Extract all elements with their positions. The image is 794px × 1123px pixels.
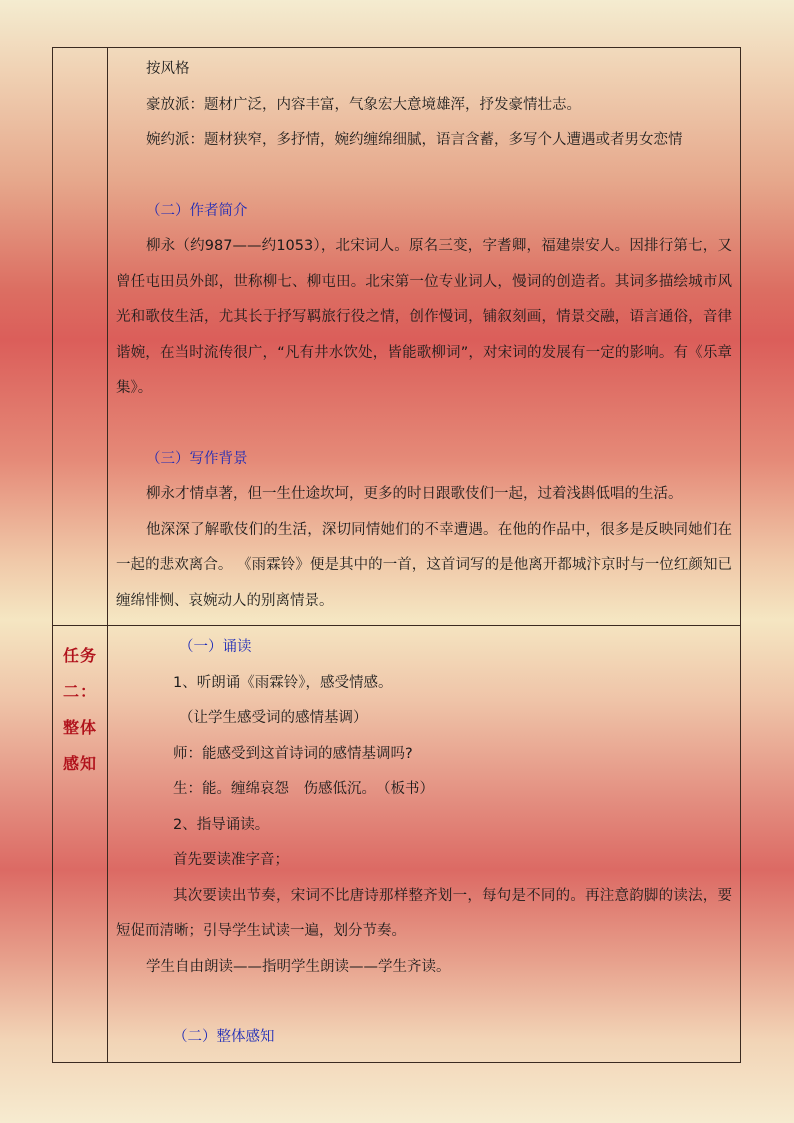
overall-heading: （二）整体感知 bbox=[173, 1029, 275, 1045]
spacer bbox=[116, 407, 732, 442]
reading-flow: 学生自由朗读——指明学生朗读——学生齐读。 bbox=[146, 958, 451, 975]
step-2: 2、指导诵读。 bbox=[173, 816, 270, 833]
style-title: 按风格 bbox=[146, 61, 190, 77]
second-point: 其次要读出节奏，宋词不比唐诗那样整齐划一，每句是不同的。再注意韵脚的读法，要短促而清晰；引导学生试读一遍，划分节奏。 bbox=[116, 887, 732, 939]
background-text-1: 柳永才情卓著，但一生仕途坎坷，更多的时日跟歌伎们一起，过着浅斟低唱的生活。 bbox=[146, 486, 683, 502]
teacher-line: 师：能感受到这首诗词的感情基调吗? bbox=[173, 745, 413, 762]
label-cell-empty bbox=[53, 48, 108, 626]
lesson-plan-table bbox=[52, 47, 741, 1063]
haofang-text: 豪放派：题材广泛，内容丰富，气象宏大意境雄浑，抒发豪情壮志。 bbox=[146, 96, 581, 113]
task-label: 任务二：整体感知 bbox=[62, 646, 97, 773]
step-1: 1、听朗诵《雨霖铃》，感受情感。 bbox=[173, 674, 393, 691]
content-cell-overview bbox=[108, 626, 741, 1063]
recite-heading: （一）诵读 bbox=[179, 639, 252, 655]
table-row bbox=[53, 626, 741, 1063]
table-row bbox=[53, 48, 741, 626]
content-cell-background bbox=[108, 48, 741, 626]
author-heading: （二）作者简介 bbox=[146, 202, 248, 219]
first-point: 首先要读准字音； bbox=[173, 852, 289, 868]
student-line: 生：能。缠绵哀怨 伤感低沉。 （板书） bbox=[173, 781, 434, 797]
wanyue-text: 婉约派：题材狭窄，多抒情，婉约缠绵细腻，语言含蓄，多写个人遭遇或者男女恋情 bbox=[146, 132, 683, 148]
author-text: 柳永（约987——约1053），北宋词人。原名三变，字耆卿，福建崇安人。因排行第七，又曾任屯田员外郎，世称柳七、柳屯田。北宋第一位专业词人，慢词的创造者。其词多描绘城市风光和歌伎生活，尤其长于抒写羁旅行役之情，创作慢词，铺叙刻画，情景交融，语言通俗，音律谐婉，在当时流传很广，“凡有井水饮处，皆能歌柳词”，对宋词的发展有一定的影响。有《乐章集》。 bbox=[116, 238, 732, 396]
spacer bbox=[116, 985, 732, 1020]
step-1-note: （让学生感受词的感情基调） bbox=[179, 710, 368, 726]
spacer bbox=[116, 159, 732, 194]
task-label-cell bbox=[53, 626, 108, 1063]
background-heading: （三）写作背景 bbox=[146, 450, 248, 467]
background-text-2: 他深深了解歌伎们的生活，深切同情她们的不幸遭遇。在他的作品中，很多是反映同她们在一起的悲欢离合。 《雨霖铃》便是其中的一首，这首词写的是他离开都城汴京时与一位红颜知已缠绵悱恻、哀婉动人的别离情景。 bbox=[116, 521, 732, 609]
